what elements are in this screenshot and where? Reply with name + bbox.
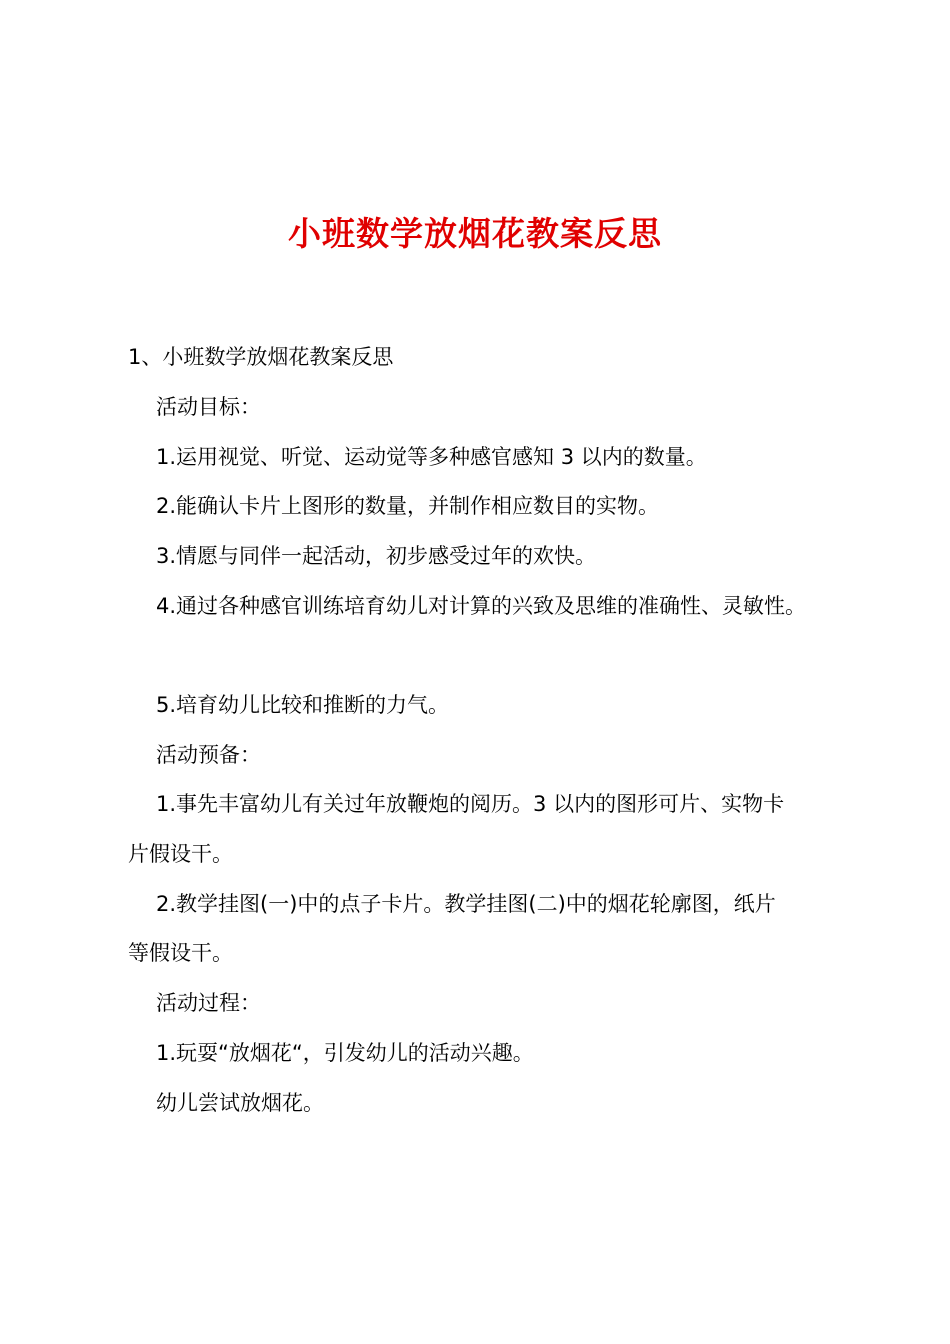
prep-label: 活动预备： (156, 743, 261, 767)
goal-item-5: 5.培育幼儿比较和推断的力气。 (156, 693, 450, 717)
prep-item-2-line2: 等假设干。 (128, 941, 233, 965)
process-item-2: 幼儿尝试放烟花。 (156, 1091, 324, 1115)
goal-item-2: 2.能确认卡片上图形的数量，并制作相应数目的实物。 (156, 494, 660, 518)
process-item-1: 1.玩耍“放烟花“，引发幼儿的活动兴趣。 (156, 1041, 534, 1065)
prep-item-2-line1: 2.教学挂图(一)中的点子卡片。教学挂图(二)中的烟花轮廓图，纸片 (156, 892, 776, 916)
goal-item-4: 4.通过各种感官训练培育幼儿对计算的兴致及思维的准确性、灵敏性。 (156, 594, 807, 618)
process-label: 活动过程： (156, 991, 261, 1015)
section-heading: 1、小班数学放烟花教案反思 (128, 345, 394, 369)
prep-item-1-line2: 片假设干。 (128, 842, 233, 866)
goal-item-1: 1.运用视觉、听觉、运动觉等多种感官感知 3 以内的数量。 (156, 445, 707, 469)
document-title: 小班数学放烟花教案反思 (288, 214, 662, 253)
goal-item-3: 3.情愿与同伴一起活动，初步感受过年的欢快。 (156, 544, 597, 568)
goals-label: 活动目标： (156, 395, 261, 419)
prep-item-1-line1: 1.事先丰富幼儿有关过年放鞭炮的阅历。3 以内的图形可片、实物卡 (156, 792, 785, 816)
